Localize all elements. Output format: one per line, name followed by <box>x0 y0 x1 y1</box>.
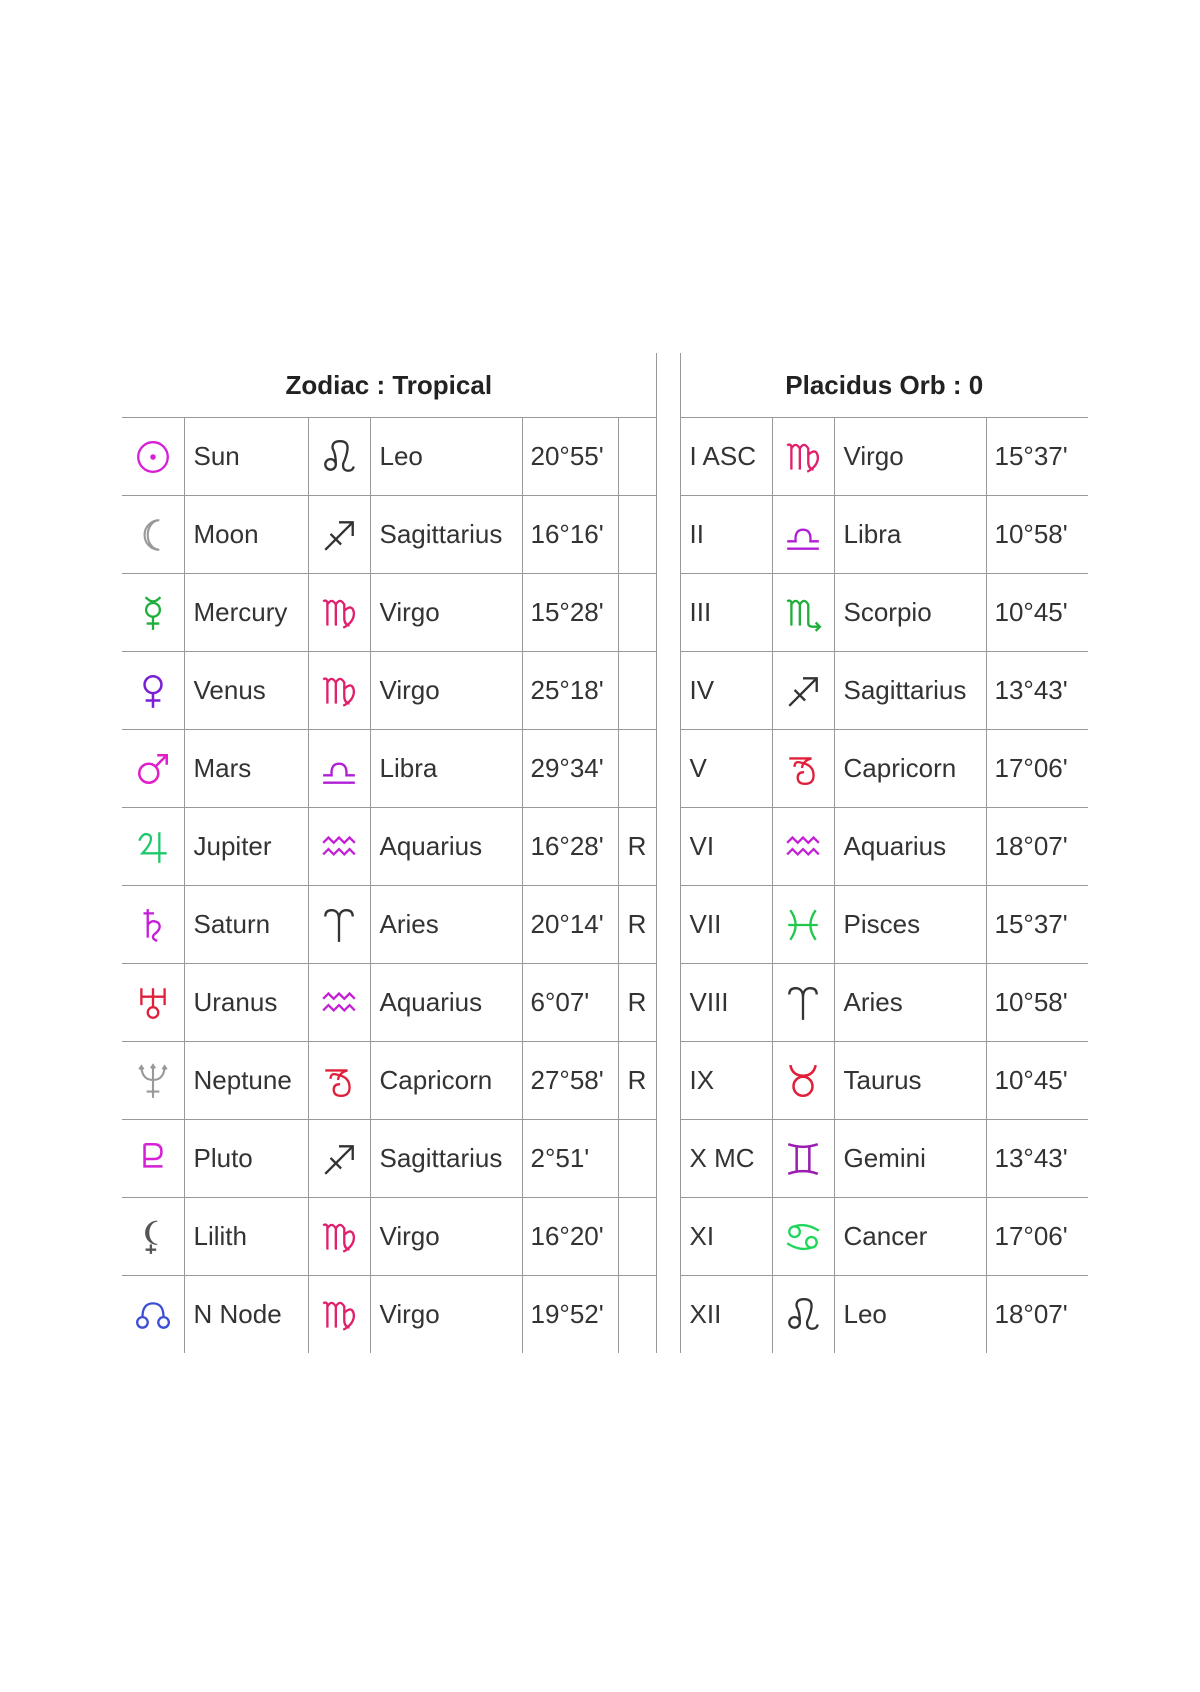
planet-name: Saturn <box>184 886 308 964</box>
symbol-cell <box>772 652 834 730</box>
symbol-cell <box>122 1198 184 1276</box>
jupiter-icon <box>122 828 184 866</box>
planet-sign: Leo <box>370 418 522 496</box>
symbol-cell <box>772 1198 834 1276</box>
symbol-cell <box>308 886 370 964</box>
planet-sign: Sagittarius <box>370 1120 522 1198</box>
table-row <box>122 496 1088 574</box>
table-row <box>122 1276 1088 1354</box>
planet-degree: 29°34' <box>522 730 618 808</box>
house-sign: Taurus <box>834 1042 986 1120</box>
planet-name: N Node <box>184 1276 308 1354</box>
symbol-cell <box>308 1120 370 1198</box>
retrograde-flag <box>618 652 656 730</box>
house-sign: Libra <box>834 496 986 574</box>
symbol-cell <box>308 1042 370 1120</box>
planet-sign: Aquarius <box>370 964 522 1042</box>
symbol-cell <box>308 574 370 652</box>
scorpio-icon <box>773 594 834 632</box>
leo-icon <box>309 438 370 476</box>
symbol-cell <box>772 886 834 964</box>
symbol-cell <box>772 1276 834 1354</box>
house-degree: 18°07' <box>986 1276 1088 1354</box>
planet-name: Jupiter <box>184 808 308 886</box>
planet-sign: Virgo <box>370 1276 522 1354</box>
capricorn-icon <box>773 750 834 788</box>
column-gap <box>656 574 680 652</box>
symbol-cell <box>308 808 370 886</box>
table-row <box>122 808 1088 886</box>
aquarius-icon <box>773 828 834 866</box>
column-gap <box>656 1198 680 1276</box>
column-gap <box>656 496 680 574</box>
symbol-cell <box>122 574 184 652</box>
symbol-cell <box>772 1120 834 1198</box>
symbol-cell <box>308 964 370 1042</box>
table-row <box>122 1042 1088 1120</box>
symbol-cell <box>308 730 370 808</box>
house-degree: 17°06' <box>986 730 1088 808</box>
table-row <box>122 1120 1088 1198</box>
column-gap <box>656 1042 680 1120</box>
planet-name: Sun <box>184 418 308 496</box>
symbol-cell <box>308 496 370 574</box>
planet-name: Mars <box>184 730 308 808</box>
symbol-cell <box>122 964 184 1042</box>
leo-icon <box>773 1296 834 1334</box>
planet-degree: 16°20' <box>522 1198 618 1276</box>
table-row <box>122 886 1088 964</box>
planet-name: Lilith <box>184 1198 308 1276</box>
retrograde-flag <box>618 1120 656 1198</box>
retrograde-flag <box>618 574 656 652</box>
gemini-icon <box>773 1140 834 1178</box>
planet-sign: Virgo <box>370 652 522 730</box>
venus-icon <box>122 672 184 710</box>
planet-degree: 2°51' <box>522 1120 618 1198</box>
symbol-cell <box>772 496 834 574</box>
house-name: X MC <box>680 1120 772 1198</box>
house-degree: 15°37' <box>986 886 1088 964</box>
symbol-cell <box>308 418 370 496</box>
house-name: XI <box>680 1198 772 1276</box>
house-degree: 10°58' <box>986 496 1088 574</box>
planet-sign: Aries <box>370 886 522 964</box>
symbol-cell <box>772 730 834 808</box>
house-name: II <box>680 496 772 574</box>
symbol-cell <box>308 652 370 730</box>
planet-degree: 19°52' <box>522 1276 618 1354</box>
retrograde-flag: R <box>618 808 656 886</box>
planet-name: Mercury <box>184 574 308 652</box>
planet-degree: 27°58' <box>522 1042 618 1120</box>
symbol-cell <box>122 652 184 730</box>
libra-icon <box>773 516 834 554</box>
symbol-cell <box>122 418 184 496</box>
virgo-icon <box>309 672 370 710</box>
virgo-icon <box>309 1218 370 1256</box>
planet-sign: Sagittarius <box>370 496 522 574</box>
planet-sign: Virgo <box>370 1198 522 1276</box>
house-degree: 15°37' <box>986 418 1088 496</box>
column-gap <box>656 808 680 886</box>
house-degree: 17°06' <box>986 1198 1088 1276</box>
pluto-icon <box>122 1140 184 1178</box>
houses-header: Placidus Orb : 0 <box>680 353 1088 418</box>
planet-degree: 16°28' <box>522 808 618 886</box>
planet-degree: 16°16' <box>522 496 618 574</box>
saturn-icon <box>122 906 184 944</box>
moon-icon <box>122 516 184 554</box>
cancer-icon <box>773 1218 834 1256</box>
header-row <box>122 353 1088 418</box>
planet-sign: Libra <box>370 730 522 808</box>
column-gap <box>656 730 680 808</box>
uranus-icon <box>122 984 184 1022</box>
column-gap <box>656 1276 680 1354</box>
column-gap <box>656 886 680 964</box>
house-degree: 13°43' <box>986 652 1088 730</box>
lilith-icon <box>122 1218 184 1256</box>
house-name: V <box>680 730 772 808</box>
house-degree: 10°45' <box>986 1042 1088 1120</box>
sun-icon <box>122 438 184 476</box>
symbol-cell <box>308 1198 370 1276</box>
retrograde-flag <box>618 1276 656 1354</box>
house-sign: Aries <box>834 964 986 1042</box>
house-name: VII <box>680 886 772 964</box>
house-name: I ASC <box>680 418 772 496</box>
retrograde-flag: R <box>618 964 656 1042</box>
retrograde-flag <box>618 496 656 574</box>
symbol-cell <box>772 964 834 1042</box>
virgo-icon <box>309 594 370 632</box>
aries-icon <box>773 984 834 1022</box>
retrograde-flag: R <box>618 886 656 964</box>
table-row <box>122 1198 1088 1276</box>
symbol-cell <box>122 1042 184 1120</box>
planet-name: Uranus <box>184 964 308 1042</box>
taurus-icon <box>773 1062 834 1100</box>
sagittarius-icon <box>309 1140 370 1178</box>
astrology-chart-table <box>122 353 1088 1353</box>
symbol-cell <box>122 730 184 808</box>
mercury-icon <box>122 594 184 632</box>
column-gap <box>656 353 680 418</box>
house-sign: Scorpio <box>834 574 986 652</box>
virgo-icon <box>773 438 834 476</box>
symbol-cell <box>308 1276 370 1354</box>
retrograde-flag: R <box>618 1042 656 1120</box>
house-sign: Sagittarius <box>834 652 986 730</box>
planet-sign: Virgo <box>370 574 522 652</box>
planet-degree: 25°18' <box>522 652 618 730</box>
symbol-cell <box>772 418 834 496</box>
table-row <box>122 964 1088 1042</box>
house-name: VIII <box>680 964 772 1042</box>
planet-sign: Aquarius <box>370 808 522 886</box>
retrograde-flag <box>618 418 656 496</box>
north-node-icon <box>122 1296 184 1334</box>
neptune-icon <box>122 1062 184 1100</box>
table-row <box>122 730 1088 808</box>
house-name: IX <box>680 1042 772 1120</box>
house-degree: 18°07' <box>986 808 1088 886</box>
house-degree: 13°43' <box>986 1120 1088 1198</box>
table-row <box>122 574 1088 652</box>
symbol-cell <box>122 1120 184 1198</box>
planet-name: Pluto <box>184 1120 308 1198</box>
mars-icon <box>122 750 184 788</box>
house-sign: Gemini <box>834 1120 986 1198</box>
symbol-cell <box>772 1042 834 1120</box>
house-sign: Cancer <box>834 1198 986 1276</box>
symbol-cell <box>772 574 834 652</box>
planet-degree: 6°07' <box>522 964 618 1042</box>
house-name: III <box>680 574 772 652</box>
symbol-cell <box>122 808 184 886</box>
planet-degree: 20°55' <box>522 418 618 496</box>
table-row <box>122 652 1088 730</box>
aquarius-icon <box>309 828 370 866</box>
symbol-cell <box>772 808 834 886</box>
symbol-cell <box>122 496 184 574</box>
house-sign: Aquarius <box>834 808 986 886</box>
symbol-cell <box>122 886 184 964</box>
symbol-cell <box>122 1276 184 1354</box>
house-sign: Pisces <box>834 886 986 964</box>
planet-degree: 20°14' <box>522 886 618 964</box>
virgo-icon <box>309 1296 370 1334</box>
capricorn-icon <box>309 1062 370 1100</box>
house-degree: 10°45' <box>986 574 1088 652</box>
column-gap <box>656 652 680 730</box>
aquarius-icon <box>309 984 370 1022</box>
house-name: IV <box>680 652 772 730</box>
house-sign: Leo <box>834 1276 986 1354</box>
house-name: VI <box>680 808 772 886</box>
zodiac-header: Zodiac : Tropical <box>122 353 656 418</box>
planet-name: Venus <box>184 652 308 730</box>
sagittarius-icon <box>773 672 834 710</box>
aries-icon <box>309 906 370 944</box>
column-gap <box>656 418 680 496</box>
house-sign: Virgo <box>834 418 986 496</box>
retrograde-flag <box>618 730 656 808</box>
planet-degree: 15°28' <box>522 574 618 652</box>
planet-sign: Capricorn <box>370 1042 522 1120</box>
retrograde-flag <box>618 1198 656 1276</box>
house-sign: Capricorn <box>834 730 986 808</box>
table-row <box>122 418 1088 496</box>
sagittarius-icon <box>309 516 370 554</box>
planet-name: Neptune <box>184 1042 308 1120</box>
libra-icon <box>309 750 370 788</box>
planet-name: Moon <box>184 496 308 574</box>
pisces-icon <box>773 906 834 944</box>
house-degree: 10°58' <box>986 964 1088 1042</box>
column-gap <box>656 1120 680 1198</box>
house-name: XII <box>680 1276 772 1354</box>
column-gap <box>656 964 680 1042</box>
